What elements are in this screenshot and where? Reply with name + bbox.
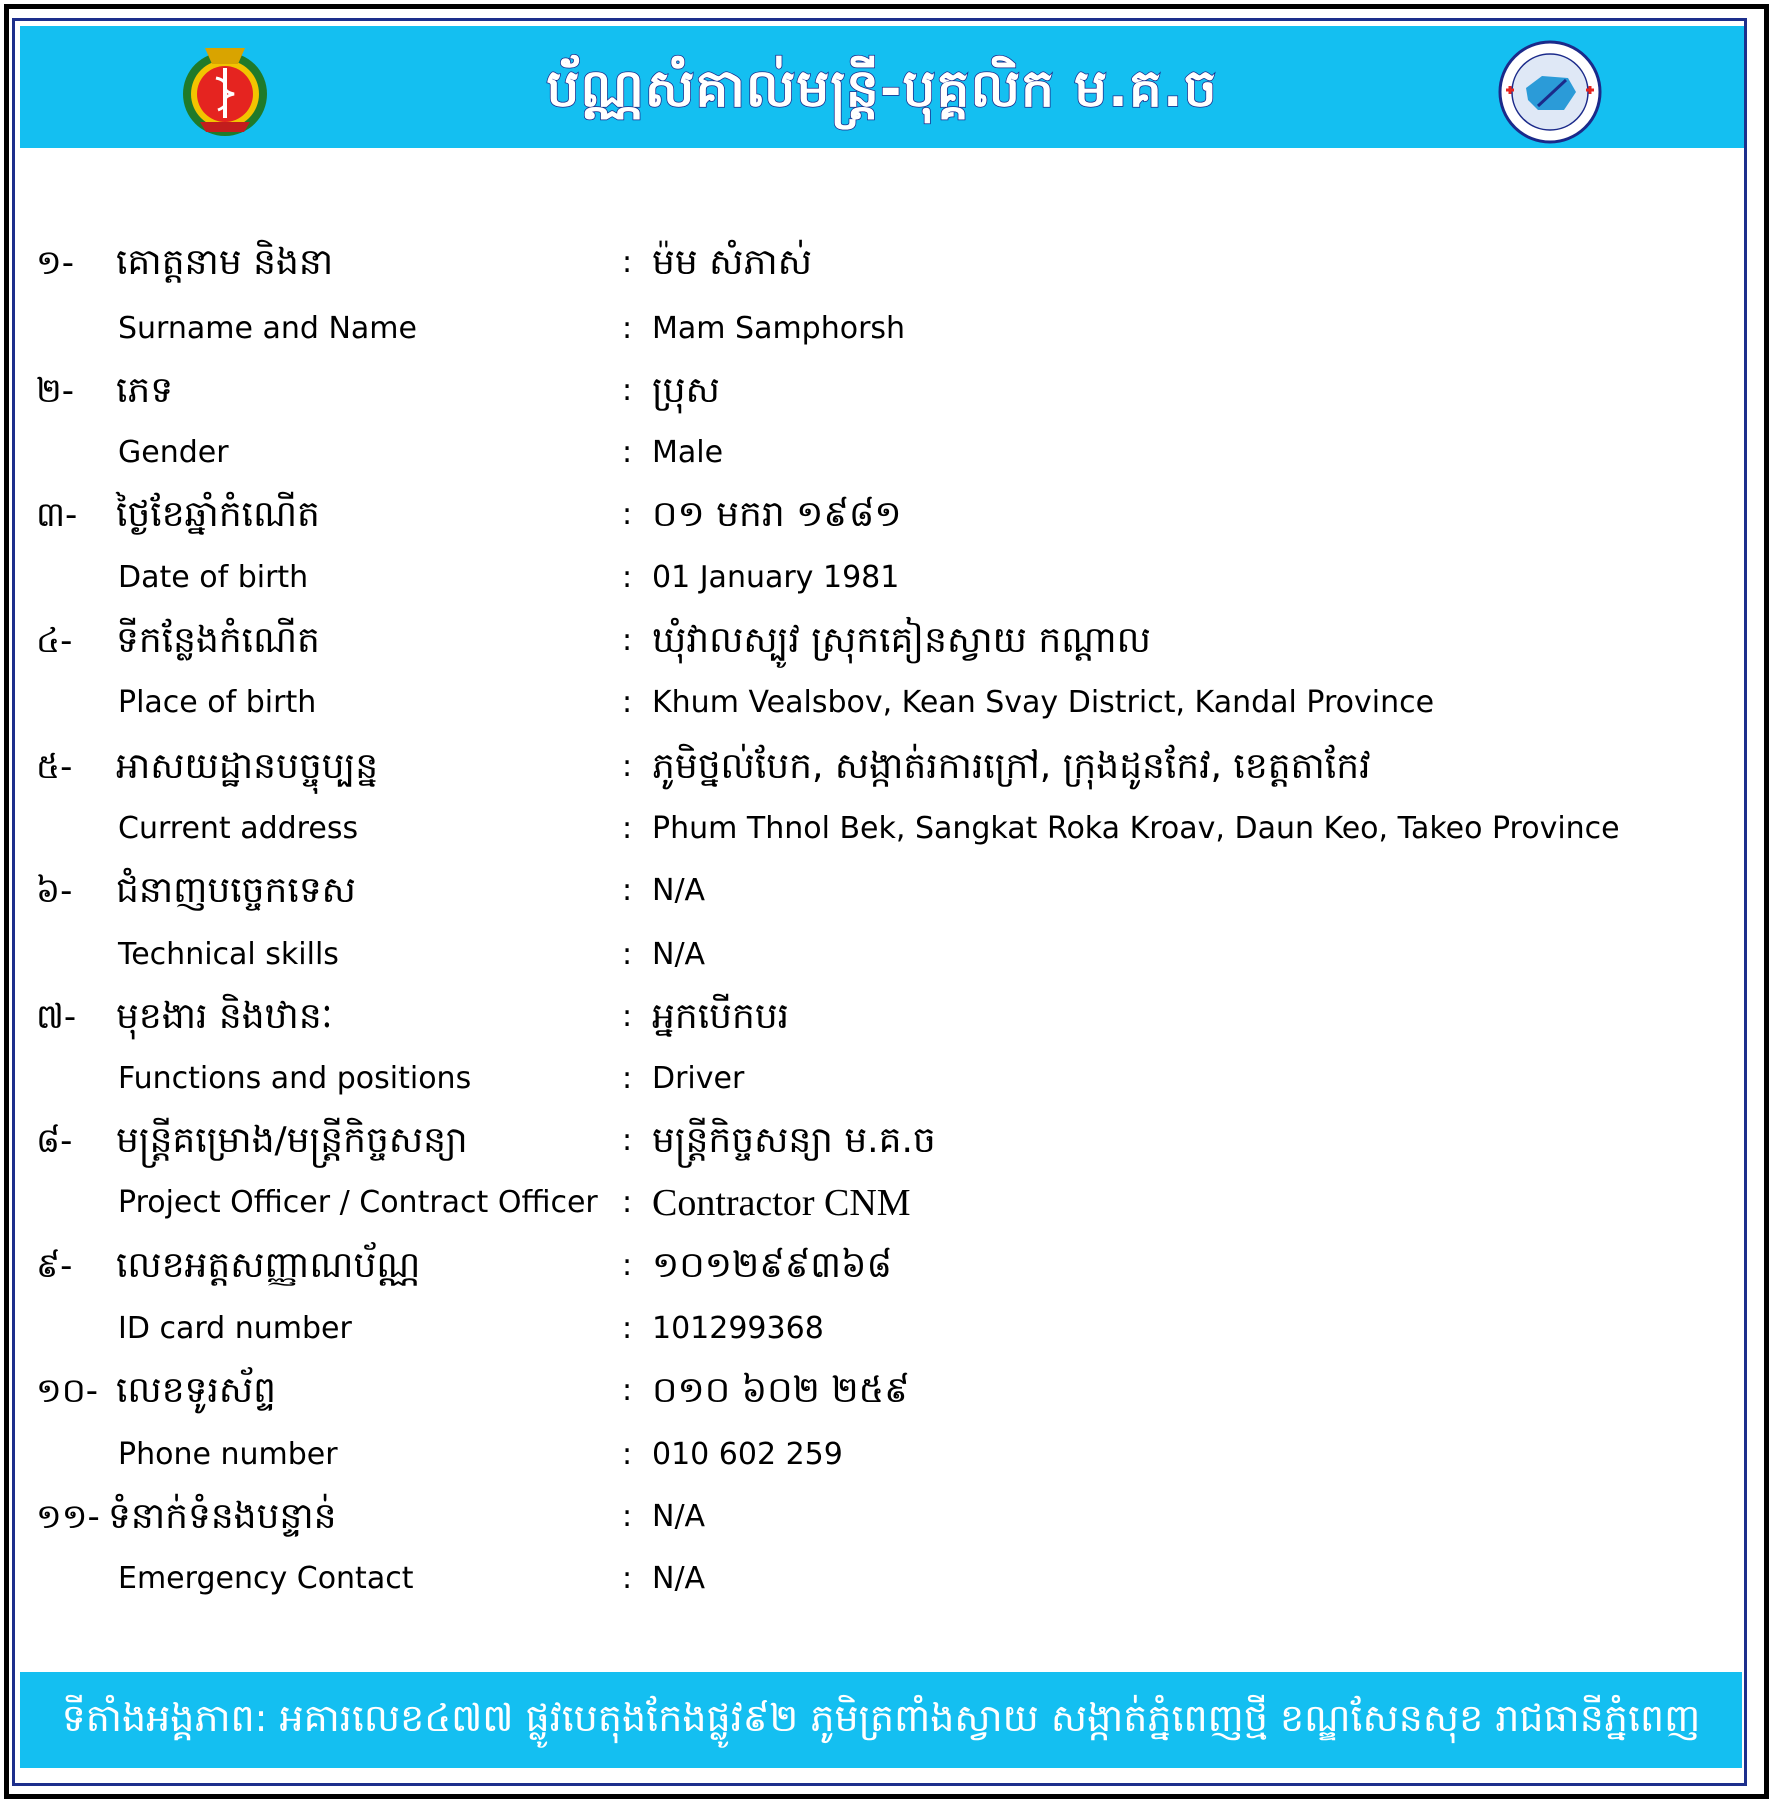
colon: : — [622, 373, 633, 408]
colon: : — [622, 811, 633, 846]
colon: : — [622, 1061, 633, 1096]
cnm-emblem-icon — [1498, 40, 1602, 144]
colon: : — [622, 1123, 633, 1158]
field-value-km: ម៉ម សំភាស់ — [652, 242, 812, 283]
field-label-en: Functions and positions — [118, 1061, 472, 1096]
footer-banner — [20, 1672, 1742, 1768]
field-label-en: Gender — [118, 435, 229, 470]
field-number: ១- — [36, 243, 75, 283]
field-value-en: Male — [652, 435, 724, 470]
colon: : — [622, 245, 633, 280]
field-label-en: Current address — [118, 811, 359, 846]
field-label-en: Technical skills — [118, 937, 339, 972]
field-number: ៩- — [36, 1246, 73, 1286]
field-label-km: គោត្តនាម និងនា — [116, 242, 334, 283]
field-value-km: ភូមិថ្នល់បែក, សង្កាត់រការក្រៅ, ក្រុងដូនកែវ, ខេត្តតាកែវ — [652, 746, 1371, 787]
colon: : — [622, 685, 633, 720]
field-label-en: Project Officer / Contract Officer — [118, 1185, 598, 1220]
field-label-km: អាសយដ្ឋានបច្ចុប្បន្ន — [116, 746, 379, 787]
field-number: ៨- — [36, 1121, 73, 1161]
field-number: ៥- — [36, 747, 73, 787]
colon: : — [622, 999, 633, 1034]
field-value-en: 101299368 — [652, 1311, 824, 1346]
colon: : — [622, 1185, 633, 1220]
field-value-en: Phum Thnol Bek, Sangkat Roka Kroav, Daun Keo, Takeo Province — [652, 811, 1620, 846]
field-label-km: លេខអត្តសញ្ញាណប័ណ្ណ — [116, 1245, 421, 1286]
colon: : — [622, 1373, 633, 1408]
colon: : — [622, 1248, 633, 1283]
colon: : — [622, 937, 633, 972]
colon: : — [622, 749, 633, 784]
header-banner — [20, 26, 1744, 148]
colon: : — [622, 1437, 633, 1472]
field-value-en: Driver — [652, 1061, 745, 1096]
field-value-km: មន្ត្រីកិច្ចសន្យា ម.គ.ច — [652, 1120, 936, 1161]
field-number: ៧- — [36, 997, 77, 1037]
field-value-km: N/A — [652, 1499, 706, 1534]
colon: : — [622, 873, 633, 908]
colon: : — [622, 560, 633, 595]
field-value-en: 01 January 1981 — [652, 560, 900, 595]
page-title: ប័ណ្ណសំគាល់មន្ត្រី-បុគ្គលិក ម.គ.ច — [546, 59, 1218, 119]
field-label-en: Surname and Name — [118, 311, 417, 346]
field-number: ២- — [36, 371, 75, 411]
field-value-km: ១០១២៩៩៣៦៨ — [652, 1245, 892, 1286]
field-number: ៦- — [36, 871, 73, 911]
field-label-en: Phone number — [118, 1437, 338, 1472]
field-value-km: ប្រុស — [652, 370, 720, 411]
field-number: ៤- — [36, 621, 73, 661]
field-value-en: 010 602 259 — [652, 1437, 843, 1472]
field-value-en: Khum Vealsbov, Kean Svay District, Kandal Province — [652, 685, 1435, 720]
field-label-en: Emergency Contact — [118, 1561, 414, 1596]
field-value-km: ០១ មករា ១៩៨១ — [652, 494, 902, 535]
field-value-km: ០១០ ៦០២ ២៥៩ — [652, 1370, 910, 1411]
field-label-en: ID card number — [118, 1311, 352, 1346]
field-label-km: ទំនាក់ទំនងបន្ទាន់ — [108, 1496, 337, 1537]
field-value-en: N/A — [652, 1561, 706, 1596]
field-value-km: ឃុំវាលស្បូវ ស្រុកគៀនស្វាយ កណ្ដាល — [652, 620, 1151, 661]
field-label-en: Place of birth — [118, 685, 317, 720]
field-label-km: ថ្ងៃខែឆ្នាំកំណើត — [116, 494, 320, 535]
colon: : — [622, 1499, 633, 1534]
colon: : — [622, 435, 633, 470]
field-value-km: អ្នកបើកបរ — [652, 996, 790, 1037]
field-label-en: Date of birth — [118, 560, 309, 595]
field-value-km: N/A — [652, 873, 706, 908]
colon: : — [622, 1561, 633, 1596]
field-number: ១០- — [36, 1371, 99, 1411]
field-value-en: N/A — [652, 937, 706, 972]
field-label-km: មុខងារ និងឋានៈ — [116, 996, 333, 1037]
field-label-km: លេខទូរស័ព្ទ — [116, 1370, 276, 1411]
colon: : — [622, 497, 633, 532]
field-label-km: ជំនាញបច្ចេកទេស — [116, 870, 356, 911]
colon: : — [622, 1311, 633, 1346]
field-value-en: Contractor CNM — [652, 1182, 911, 1224]
colon: : — [622, 623, 633, 658]
field-number: ១១- — [36, 1497, 100, 1537]
field-label-km: ភេទ — [116, 370, 174, 411]
field-number: ៣- — [36, 495, 78, 535]
field-label-km: មន្ត្រីគម្រោង/មន្ត្រីកិច្ចសន្យា — [116, 1120, 468, 1161]
colon: : — [622, 311, 633, 346]
field-value-en: Mam Samphorsh — [652, 311, 906, 346]
field-label-km: ទីកន្លែងកំណើត — [116, 620, 320, 661]
office-address: ទីតាំងអង្គភាព: អគារលេខ៤៧៧ ផ្លូវបេតុងកែងផ្លូវ៩២ ភូមិត្រពាំងស្វាយ សង្កាត់ភ្នំពេញថ្មី ខណ្ឌសែនសុខ រាជធានីភ្នំពេញ — [61, 1696, 1701, 1740]
